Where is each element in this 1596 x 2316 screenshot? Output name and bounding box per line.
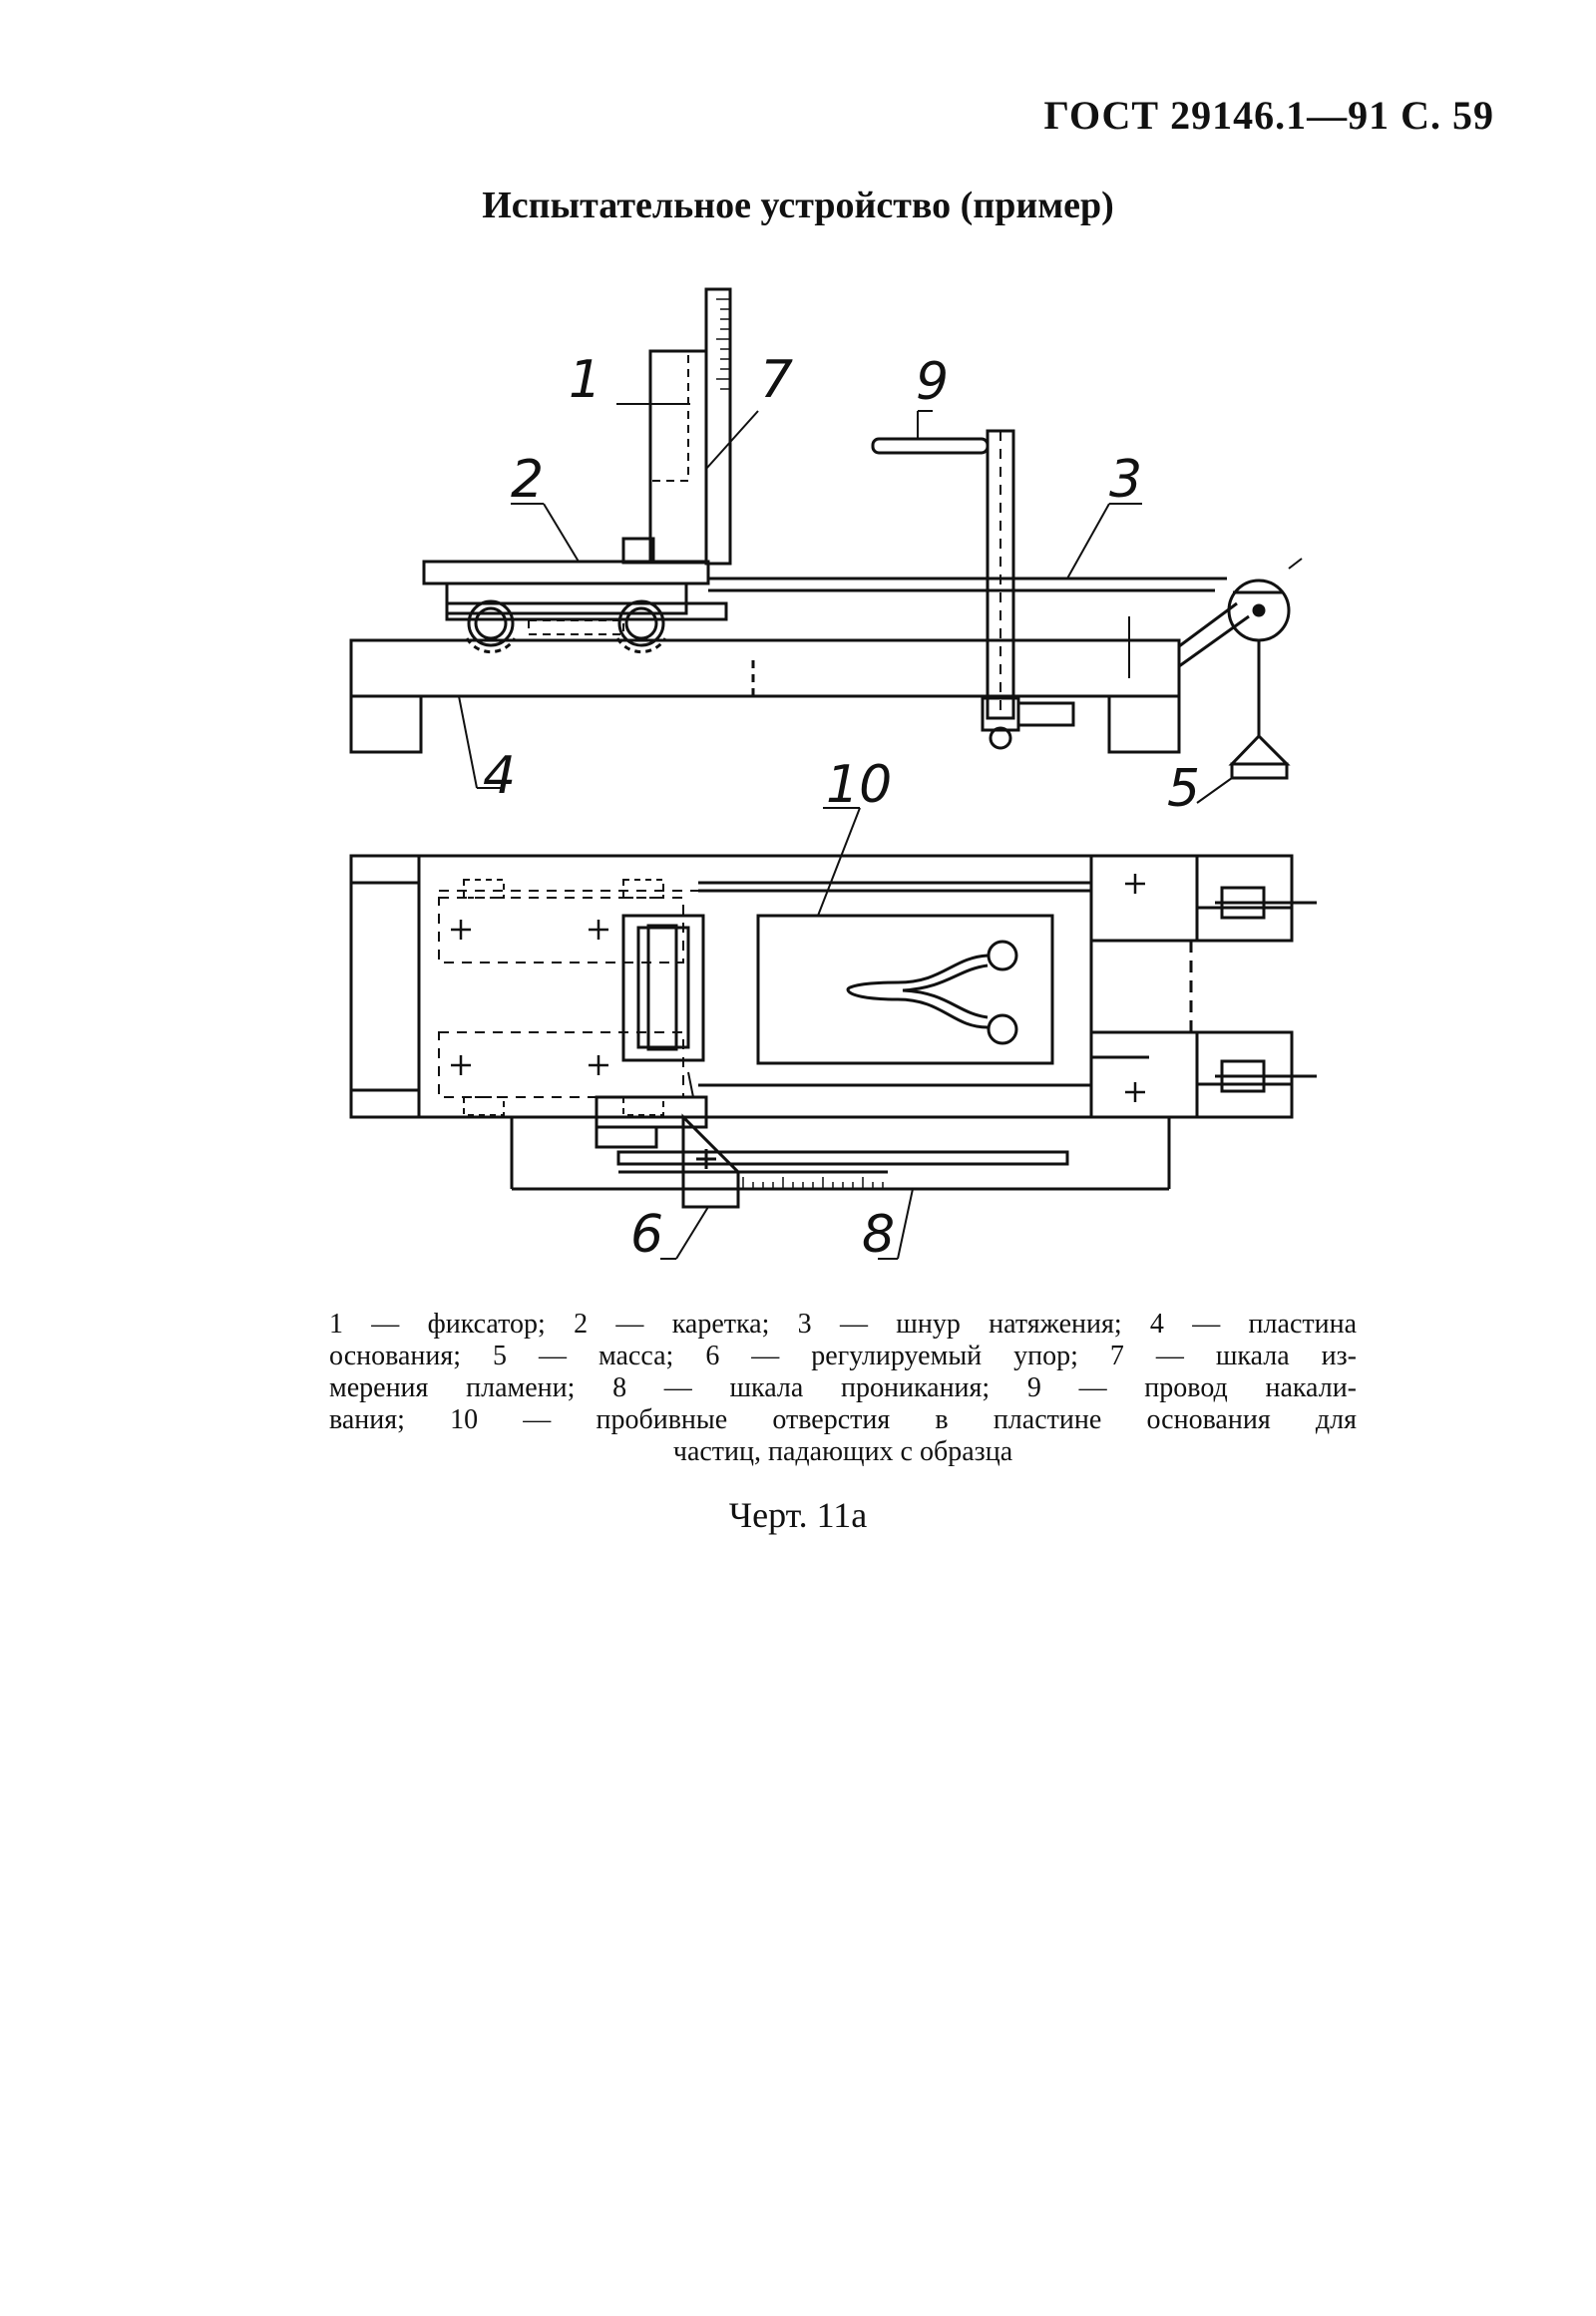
label-6: 6: [630, 1205, 664, 1265]
label-7: 7: [760, 350, 794, 410]
figure-caption: Черт. 11а: [728, 1495, 868, 1535]
specimen-clamp: [623, 916, 703, 1060]
top-view-frame: [351, 856, 1091, 1117]
penetration-scale: [618, 1152, 1067, 1164]
page-header: ГОСТ 29146.1—91 С. 59: [1043, 93, 1494, 138]
label-10: 10: [826, 755, 893, 815]
holder-column: [650, 351, 706, 563]
base-leg-left: [351, 696, 421, 752]
legend-line-2: основания; 5 — масса; 6 — регулируемый упор; 7 — шкала из-: [329, 1341, 1357, 1371]
legend-line-4: вания; 10 — пробивные отверстия в пластине основания для: [329, 1404, 1357, 1435]
mass-weight: [1232, 736, 1287, 764]
label-1: 1: [569, 350, 602, 410]
label-8: 8: [862, 1205, 896, 1265]
label-3: 3: [1109, 450, 1143, 510]
legend-line-1: 1 — фиксатор; 2 — каретка; 3 — шнур натяжения; 4 — пластина: [329, 1309, 1357, 1340]
glow-wire: [873, 439, 988, 453]
adjustable-stop: [683, 1117, 738, 1207]
side-view: [351, 289, 1302, 803]
label-9: 9: [916, 352, 950, 412]
label-4: 4: [483, 746, 517, 806]
label-2: 2: [511, 450, 545, 510]
flame-scale: [706, 289, 730, 564]
legend-line-3: мерения пламени; 8 — шкала проникания; 9 — провод накали-: [329, 1372, 1357, 1403]
label-5: 5: [1167, 759, 1201, 819]
carriage: [424, 562, 708, 583]
base-leg-right: [1109, 696, 1179, 752]
figure-legend: [329, 1309, 1357, 1468]
figure-title: Испытательное устройство (пример): [482, 185, 1114, 226]
top-view: [351, 808, 1317, 1259]
legend-line-5: частиц, падающих с образца: [672, 1436, 1013, 1467]
